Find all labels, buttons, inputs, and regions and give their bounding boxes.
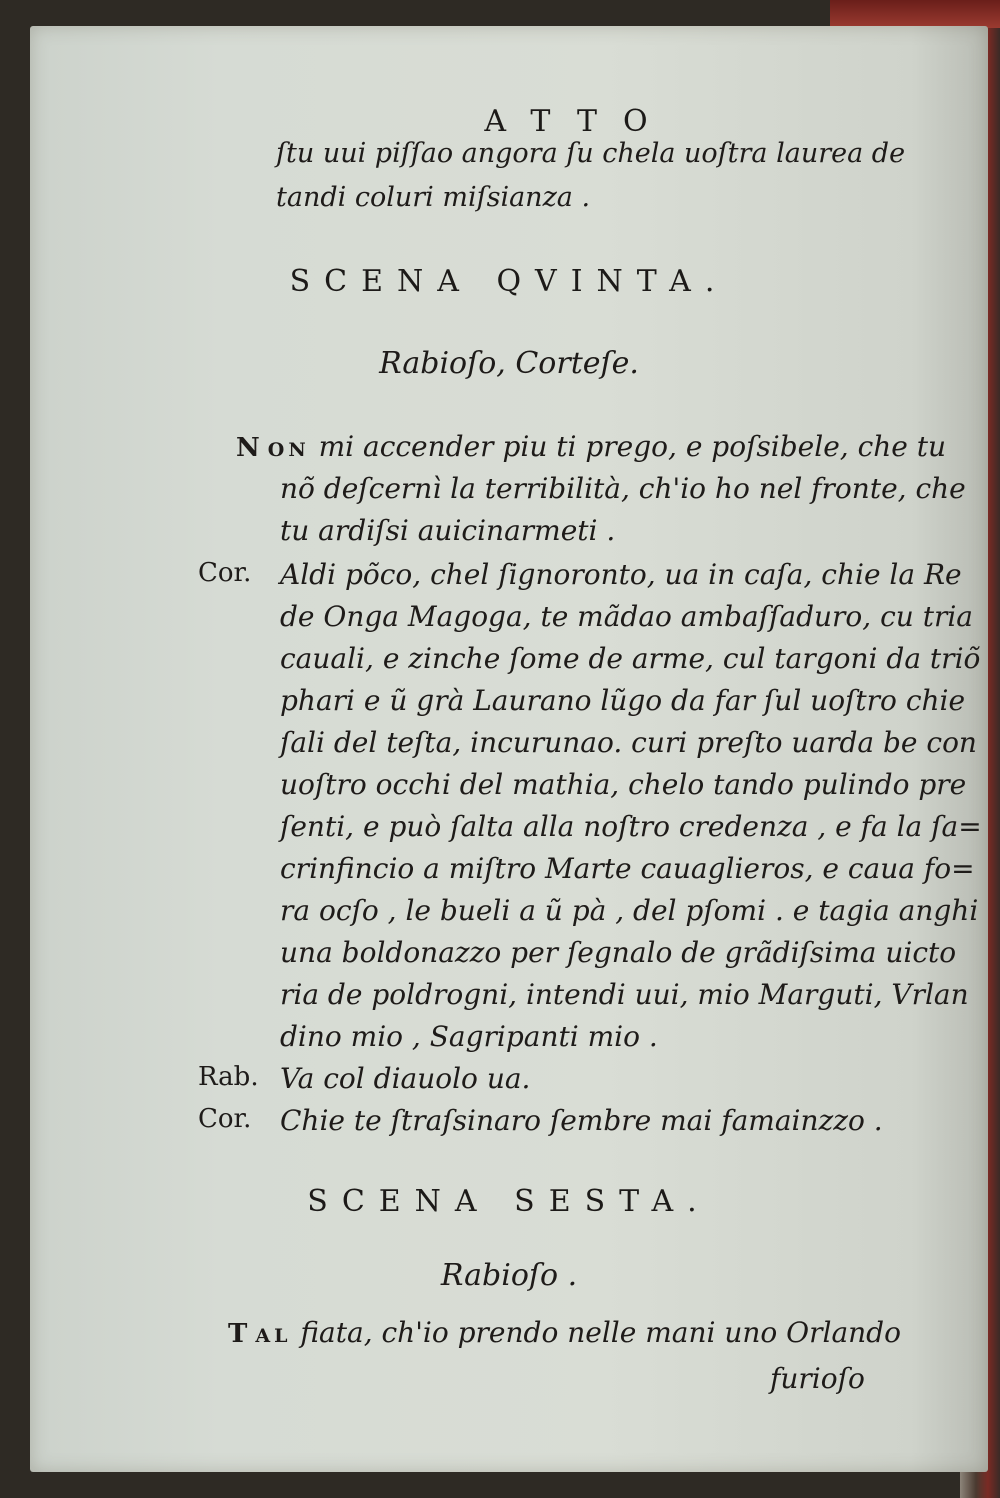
text-line: tandi coluri miſsianza .: [276, 182, 591, 213]
speech-first-line: [228, 1316, 901, 1349]
text-line: ra ocſo , le bueli a ũ pà , del pſomi . e tagia anghi: [280, 894, 979, 927]
text-line: de Onga Magoga, te mãdao ambaſſaduro, cu tria: [280, 600, 973, 633]
text-line: Chie te ſtraſsinaro ſembre mai famainzzo .: [280, 1104, 883, 1137]
text-line: ſtu uui piſſao angora ſu chela uoſtra laurea de: [276, 138, 906, 169]
text-line: ria de poldrogni, intendi uui, mio Marguti, Vrlan: [280, 978, 969, 1011]
text-line: tu ardiſsi auicinarmeti .: [280, 514, 616, 547]
text-line: dino mio , Sagripanti mio .: [280, 1020, 658, 1053]
scene-heading: SCENA QVINTA.: [289, 264, 729, 299]
scene-characters: Rabioſo, Corteſe.: [379, 346, 639, 381]
speaker-label: Rab.: [198, 1062, 259, 1092]
text-line: phari e ũ grà Laurano lũgo da far ſul uoſtro chie: [280, 684, 966, 717]
text-line: Va col diauolo ua.: [280, 1062, 531, 1095]
text-line: nõ deſcernì la terribilità, ch'io ho nel fronte, che: [280, 472, 966, 505]
book-binding-top: [830, 0, 1000, 28]
drop-initial: T: [228, 1319, 256, 1349]
book-page: [30, 26, 988, 1472]
drop-initial: N: [236, 433, 268, 463]
text-line: una boldonazzo per ſegnalo de grãdiſsima uicto: [280, 936, 957, 969]
initial-small-caps: AL: [255, 1325, 292, 1347]
speaker-label: Cor.: [198, 1104, 252, 1134]
text-line: ſali del teſta, incurunao. curi preſto uarda be con: [280, 726, 977, 759]
scene-characters: Rabioſo .: [440, 1258, 578, 1293]
scene-heading: SCENA SESTA.: [307, 1184, 711, 1219]
text-line: mi accender piu ti prego, e poſsibele, che tu: [318, 430, 947, 463]
catchword: furioſo: [770, 1362, 865, 1395]
speaker-label: Cor.: [198, 558, 252, 588]
text-line: fiata, ch'io prendo nelle mani uno Orlando: [300, 1316, 901, 1349]
initial-small-caps: ON: [267, 439, 310, 461]
text-line: ſenti, e può ſalta alla noſtro credenza , e fa la ſa=: [280, 810, 982, 843]
speech-first-line: [236, 430, 946, 463]
text-line: uoſtro occhi del mathia, chelo tando pulindo pre: [280, 768, 967, 801]
text-line: crinfincio a miſtro Marte cauaglieros, e caua fo=: [280, 852, 975, 885]
running-head: ATTO: [484, 104, 674, 139]
text-line: Aldi põco, chel ſignoronto, ua in caſa, chie la Re: [280, 558, 962, 591]
text-line: cauali, e zinche ſome de arme, cul targoni da triõ: [280, 642, 981, 675]
